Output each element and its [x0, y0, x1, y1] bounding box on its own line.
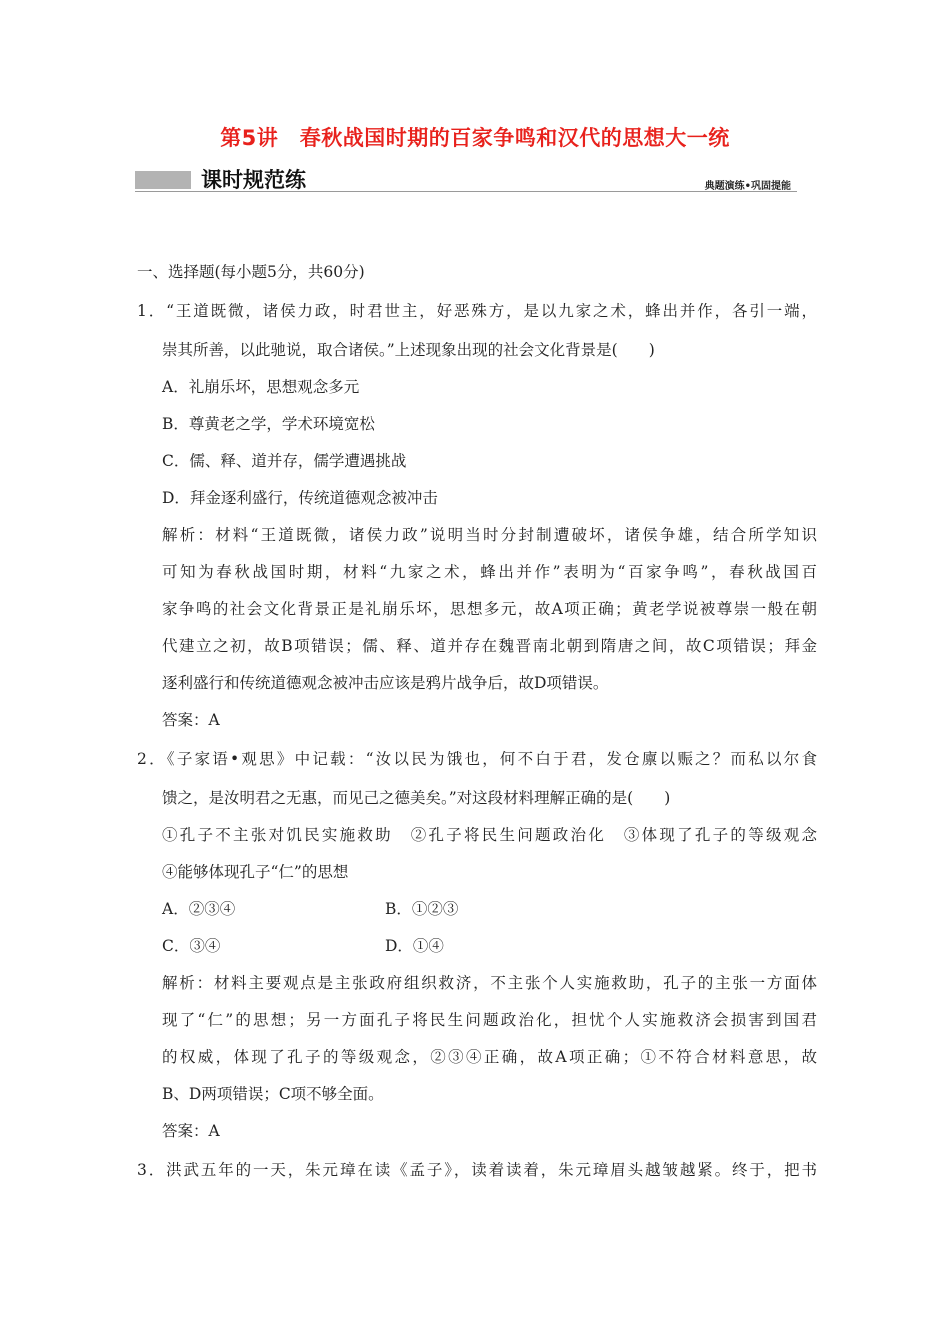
q2-explanation-line-4: B、D两项错误；C项不够全面。 [162, 1085, 384, 1103]
section-heading: 一、选择题(每小题5分，共60分) [137, 263, 365, 281]
header-divider [135, 191, 797, 192]
q1-option-a: A．礼崩乐坏，思想观念多元 [162, 378, 360, 396]
q1-stem-line-1: 1．“王道既微，诸侯力政，时君世主，好恶殊方，是以九家之术，蜂出并作，各引一端， [137, 302, 817, 320]
q2-stem-line-1: 2．《子家语•观思》中记载：“汝以民为饿也，何不白于君，发仓廪以赈之？而私以尔食 [137, 750, 817, 768]
header-tagline: 典题演练•巩固提能 [704, 181, 791, 192]
q1-explanation-line-4: 代建立之初，故B项错误；儒、释、道并存在魏晋南北朝到隋唐之间，故C项错误；拜金 [162, 637, 817, 655]
q1-explanation-line-2: 可知为春秋战国时期，材料“九家之术，蜂出并作”表明为“百家争鸣”，春秋战国百 [162, 563, 817, 581]
q2-statements-line-1: ①孔子不主张对饥民实施救助 ②孔子将民生问题政治化 ③体现了孔子的等级观念 [162, 826, 817, 844]
q1-stem-line-2: 崇其所善，以此驰说，取合诸侯。”上述现象出现的社会文化背景是( ) [162, 341, 655, 359]
q1-explanation-line-3: 家争鸣的社会文化背景正是礼崩乐坏，思想多元，故A项正确；黄老学说被尊崇一般在朝 [162, 600, 817, 618]
q1-explanation-line-1: 解析：材料“王道既微，诸侯力政”说明当时分封制遭破坏，诸侯争雄，结合所学知识 [162, 526, 817, 544]
q1-option-d: D．拜金逐利盛行，传统道德观念被冲击 [162, 489, 438, 507]
q2-explanation-line-3: 的权威，体现了孔子的等级观念，②③④正确，故A项正确；①不符合材料意思，故 [162, 1048, 817, 1066]
q2-options-row-1 [137, 891, 817, 928]
section-header-bar [135, 162, 797, 194]
q2-explanation-line-1: 解析：材料主要观点是主张政府组织救济，不主张个人实施救助，孔子的主张一方面体 [162, 974, 817, 992]
question-content [137, 254, 817, 1191]
q1-explanation-line-5: 逐利盛行和传统道德观念被冲击应该是鸦片战争后，故D项错误。 [162, 674, 609, 692]
q2-statements-line-2: ④能够体现孔子“仁”的思想 [162, 863, 349, 881]
q3-stem-line-1: 3．洪武五年的一天，朱元璋在读《孟子》，读着读着，朱元璋眉头越皱越紧。终于，把书 [137, 1161, 817, 1179]
q2-stem-line-2: 馈之，是汝明君之无惠，而见己之德美矣。”对这段材料理解正确的是( ) [162, 789, 671, 807]
q2-option-b: B．①②③ [385, 900, 459, 918]
header-gray-block [135, 171, 191, 189]
q1-option-c: C．儒、释、道并存，儒学遭遇挑战 [162, 452, 407, 470]
q2-option-c: C．③④ [162, 937, 221, 955]
page-title: 第5讲 春秋战国时期的百家争鸣和汉代的思想大一统 [220, 126, 730, 150]
q2-option-d: D．①④ [385, 937, 444, 955]
header-label: 课时规范练 [201, 168, 306, 192]
q2-options-row-2 [137, 928, 817, 965]
q1-option-b: B．尊黄老之学，学术环境宽松 [162, 415, 375, 433]
q2-answer: 答案：A [162, 1122, 220, 1140]
q1-answer: 答案：A [162, 711, 220, 729]
q2-option-a: A．②③④ [162, 900, 236, 918]
q2-explanation-line-2: 现了“仁”的思想；另一方面孔子将民生问题政治化，担忧个人实施救济会损害到国君 [162, 1011, 817, 1029]
